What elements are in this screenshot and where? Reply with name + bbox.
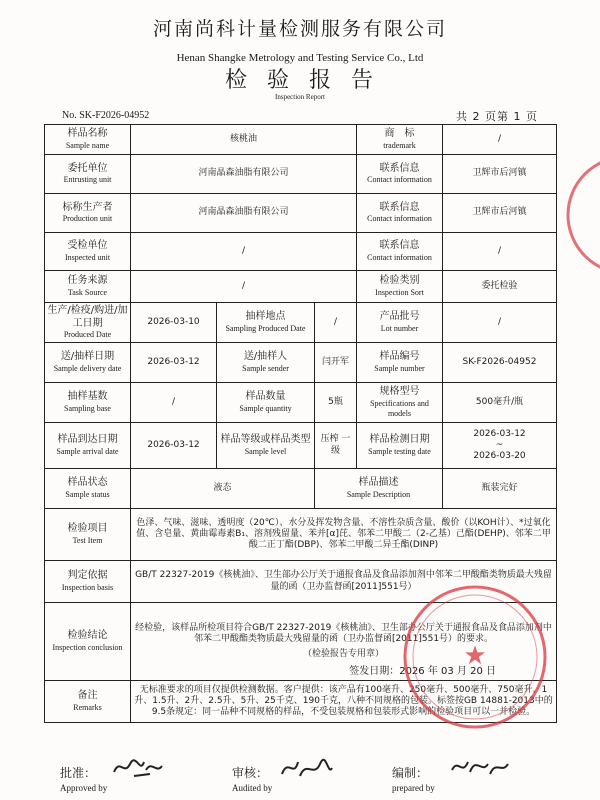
row-test-item xyxy=(45,509,557,561)
row-delivery-date xyxy=(45,343,557,383)
lot-number-value: / xyxy=(443,303,557,343)
trademark-label: 商 标 trademark xyxy=(357,125,443,155)
contact-info-value: 卫辉市后河镇 xyxy=(443,155,557,194)
sampling-base-label: 抽样基数 Sampling base xyxy=(45,383,131,423)
company-seal-icon xyxy=(400,582,550,732)
specifications-label: 规格型号 Specifications and models xyxy=(357,383,443,423)
remarks-label: 备注 Remarks xyxy=(45,681,131,723)
issue-date-label: 签发日期： xyxy=(349,665,400,677)
inspected-unit-label: 受检单位 Inspected unit xyxy=(45,233,131,271)
testing-date-label: 样品检测日期 Sample testing date xyxy=(357,423,443,469)
sample-status-value: 液态 xyxy=(131,469,315,509)
sample-description-value: 瓶装完好 xyxy=(443,469,557,509)
prepared-label: 编制： xyxy=(392,766,429,780)
sampling-place-label: 抽样地点 Sampling Produced Date xyxy=(217,303,315,343)
inspection-sort-value: 委托检验 xyxy=(443,271,557,303)
contact-info-label: 联系信息 Contact information xyxy=(357,155,443,194)
remarks-value: 无标准要求的项目仅提供检测数据。客户提供：该产品有100毫升、250毫升、500毫升、750毫升、1升、1.5升、2升、2.5升、5升、25千克、190千克，八种不同规格的包装。标签按GB 14881-2013中的9.5条规定：同一品种不同规格的样品，不受包装规格和包装形式影响的检验项目可以一并检验。 xyxy=(131,681,557,723)
contact-info-label: 联系信息 Contact information xyxy=(357,194,443,233)
trademark-value: / xyxy=(443,125,557,155)
contact-info-value: 卫辉市后河镇 xyxy=(443,194,557,233)
sample-quantity-label: 样品数量 Sample quantity xyxy=(217,383,315,423)
sampling-base-value: / xyxy=(131,383,217,423)
contact-info-label: 联系信息 Contact information xyxy=(357,233,443,271)
task-source-label: 任务来源 Task Source xyxy=(45,271,131,303)
conclusion-label: 检验结论 Inspection conclusion xyxy=(45,603,131,681)
approved-signature-scribble xyxy=(110,754,170,780)
sample-name-label: 样品名称 Sample name xyxy=(45,125,131,155)
inspection-basis-label: 判定依据 Inspection basis xyxy=(45,561,131,603)
report-title: 检验报告 xyxy=(224,68,393,93)
sample-level-value: 压榨 一级 xyxy=(315,423,357,469)
edge-seal-icon xyxy=(566,150,600,280)
approved-label: 批准： xyxy=(60,766,97,780)
entrusting-unit-value: 河南晶森油脂有限公司 xyxy=(131,155,357,194)
delivery-date-value: 2026-03-12 xyxy=(131,343,217,383)
stamp-note: （检验报告专用章） xyxy=(302,649,384,660)
page-info: 共 2 页第 1 页 xyxy=(456,110,538,123)
issue-date: 2026 年 03 月 20 日 xyxy=(399,665,496,677)
produced-date-value: 2026-03-10 xyxy=(131,303,217,343)
company-name-cn: 河南尚科计量检测服务有限公司 xyxy=(152,18,447,40)
sample-quantity-value: 5瓶 xyxy=(315,383,357,423)
arrival-date-label: 样品到达日期 Sample arrival date xyxy=(45,423,131,469)
row-produced-date xyxy=(45,303,557,343)
row-entrusting-unit xyxy=(45,155,557,194)
sample-status-label: 样品状态 Sample status xyxy=(45,469,131,509)
sampling-place-value: / xyxy=(315,303,357,343)
test-item-label: 检验项目 Test Item xyxy=(45,509,131,561)
inspection-basis-value: GB/T 22327-2019《核桃油》、卫生部办公厅关于通报食品及食品添加剂中邻苯二甲酸酯类物质最大残留量的函（卫办监督函[2011]551号） xyxy=(131,561,557,603)
testing-date-sep: ~ xyxy=(495,439,504,450)
prepared-signature xyxy=(392,762,435,793)
audited-label-en: Audited by xyxy=(232,783,273,793)
testing-date-value xyxy=(443,423,557,469)
row-sample-status xyxy=(45,469,557,509)
row-inspected-unit xyxy=(45,233,557,271)
testing-date-from: 2026-03-12 xyxy=(473,428,526,439)
specifications-value: 500毫升/瓶 xyxy=(443,383,557,423)
sample-description-label: 样品描述 Sample Description xyxy=(315,469,443,509)
row-sample-name xyxy=(45,125,557,155)
inspection-sort-label: 检验类别 Inspection Sort xyxy=(357,271,443,303)
arrival-date-value: 2026-03-12 xyxy=(131,423,217,469)
sample-sender-value: 闫开军 xyxy=(315,343,357,383)
sample-name-value: 核桃油 xyxy=(131,125,357,155)
prepared-signature-scribble xyxy=(448,752,512,780)
sample-sender-label: 送/抽样人 Sample sender xyxy=(217,343,315,383)
sample-number-value: SK-F2026-04952 xyxy=(443,343,557,383)
test-item-value: 色泽、气味、滋味、透明度（20℃）、水分及挥发物含量、不溶性杂质含量、酸价（以KOH计）、*过氧化值、含皂量、黄曲霉毒素B₁、溶剂残留量、苯并[α]芘、邻苯二甲酸二（2-乙基）己酯(DEHP)、邻苯二甲酸二正丁酯(DBP)、邻苯二甲酸二异壬酯(DINP) xyxy=(131,509,557,561)
production-unit-label: 标称生产者 Production unit xyxy=(45,194,131,233)
audited-signature xyxy=(232,762,272,793)
company-name-en: Henan Shangke Metrology and Testing Service Co., Ltd xyxy=(176,52,424,64)
prepared-label-en: prepared by xyxy=(392,783,435,793)
inspected-unit-value: / xyxy=(131,233,357,271)
approved-label-en: Approved by xyxy=(60,783,108,793)
production-unit-value: 河南晶森油脂有限公司 xyxy=(131,194,357,233)
entrusting-unit-label: 委托单位 Entrusting unit xyxy=(45,155,131,194)
svg-text:★: ★ xyxy=(463,641,487,671)
approved-signature xyxy=(60,762,107,793)
row-production-unit xyxy=(45,194,557,233)
delivery-date-label: 送/抽样日期 Sample delivery date xyxy=(45,343,131,383)
produced-date-label: 生产/检疫/购进/加工日期 Produced Date xyxy=(45,303,131,343)
sample-level-label: 样品等级或样品类型 Sample level xyxy=(217,423,315,469)
row-arrival-date xyxy=(45,423,557,469)
testing-date-to: 2026-03-20 xyxy=(473,451,526,462)
task-source-value: / xyxy=(131,271,357,303)
row-task-source xyxy=(45,271,557,303)
lot-number-label: 产品批号 Lot number xyxy=(357,303,443,343)
conclusion-text: 经检验，该样品所检项目符合GB/T 22327-2019《核桃油》、卫生部办公厅关于通报食品及食品添加剂中邻苯二甲酸酯类物质最大残留量的函（卫办监督函[2011]551号）的要求。 xyxy=(135,622,552,644)
contact-info-value: / xyxy=(443,233,557,271)
row-sampling-base xyxy=(45,383,557,423)
audited-signature-scribble xyxy=(276,754,336,782)
report-number: No. SK-F2026-04952 xyxy=(62,110,150,121)
sample-number-label: 样品编号 Sample number xyxy=(357,343,443,383)
report-title-en: Inspection Report xyxy=(275,93,325,101)
audited-label: 审核： xyxy=(232,766,269,780)
